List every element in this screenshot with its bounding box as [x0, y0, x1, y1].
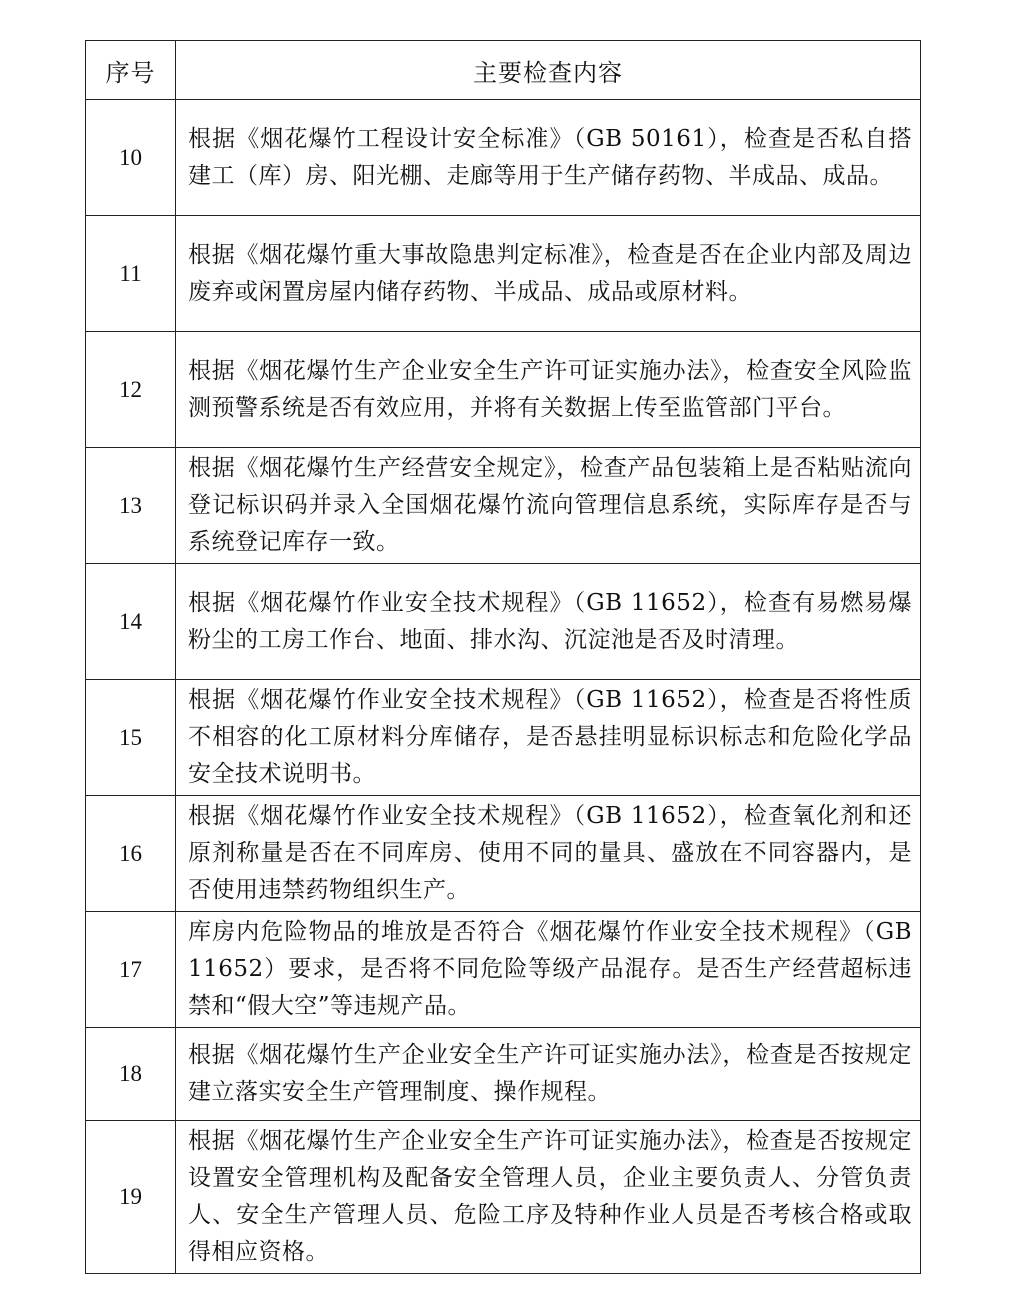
table-header-row: [86, 41, 921, 100]
table-row: [86, 564, 921, 680]
table-row: [86, 680, 921, 796]
row-content: 根据《烟花爆竹作业安全技术规程》（GB 11652），检查是否将性质不相容的化工原材料分库储存，是否悬挂明显标识标志和危险化学品安全技术说明书。: [176, 680, 921, 796]
row-number: 13: [86, 448, 176, 564]
row-content: 根据《烟花爆竹生产经营安全规定》，检查产品包装箱上是否粘贴流向登记标识码并录入全国烟花爆竹流向管理信息系统，实际库存是否与系统登记库存一致。: [176, 448, 921, 564]
table-row: [86, 216, 921, 332]
table-row: [86, 448, 921, 564]
table-row: [86, 1028, 921, 1121]
row-number: 10: [86, 100, 176, 216]
header-serial-number: 序号: [86, 41, 176, 100]
row-number: 18: [86, 1028, 176, 1121]
row-content: 根据《烟花爆竹工程设计安全标准》（GB 50161），检查是否私自搭建工（库）房、阳光棚、走廊等用于生产储存药物、半成品、成品。: [176, 100, 921, 216]
row-content: 库房内危险物品的堆放是否符合《烟花爆竹作业安全技术规程》（GB 11652）要求，是否将不同危险等级产品混存。是否生产经营超标违禁和“假大空”等违规产品。: [176, 912, 921, 1028]
row-content: 根据《烟花爆竹作业安全技术规程》（GB 11652），检查有易燃易爆粉尘的工房工作台、地面、排水沟、沉淀池是否及时清理。: [176, 564, 921, 680]
table-row: [86, 332, 921, 448]
table-row: [86, 100, 921, 216]
row-number: 11: [86, 216, 176, 332]
table-row: [86, 1121, 921, 1274]
inspection-table: [85, 40, 921, 1274]
row-content: 根据《烟花爆竹生产企业安全生产许可证实施办法》，检查是否按规定建立落实安全生产管理制度、操作规程。: [176, 1028, 921, 1121]
row-number: 15: [86, 680, 176, 796]
row-number: 12: [86, 332, 176, 448]
table-row: [86, 912, 921, 1028]
row-content: 根据《烟花爆竹重大事故隐患判定标准》，检查是否在企业内部及周边废弃或闲置房屋内储存药物、半成品、成品或原材料。: [176, 216, 921, 332]
row-content: 根据《烟花爆竹作业安全技术规程》（GB 11652），检查氧化剂和还原剂称量是否在不同库房、使用不同的量具、盛放在不同容器内，是否使用违禁药物组织生产。: [176, 796, 921, 912]
row-number: 19: [86, 1121, 176, 1274]
row-number: 14: [86, 564, 176, 680]
row-content: 根据《烟花爆竹生产企业安全生产许可证实施办法》，检查是否按规定设置安全管理机构及配备安全管理人员，企业主要负责人、分管负责人、安全生产管理人员、危险工序及特种作业人员是否考核合格或取得相应资格。: [176, 1121, 921, 1274]
row-content: 根据《烟花爆竹生产企业安全生产许可证实施办法》，检查安全风险监测预警系统是否有效应用，并将有关数据上传至监管部门平台。: [176, 332, 921, 448]
table-row: [86, 796, 921, 912]
header-main-content: 主要检查内容: [176, 41, 921, 100]
row-number: 17: [86, 912, 176, 1028]
row-number: 16: [86, 796, 176, 912]
